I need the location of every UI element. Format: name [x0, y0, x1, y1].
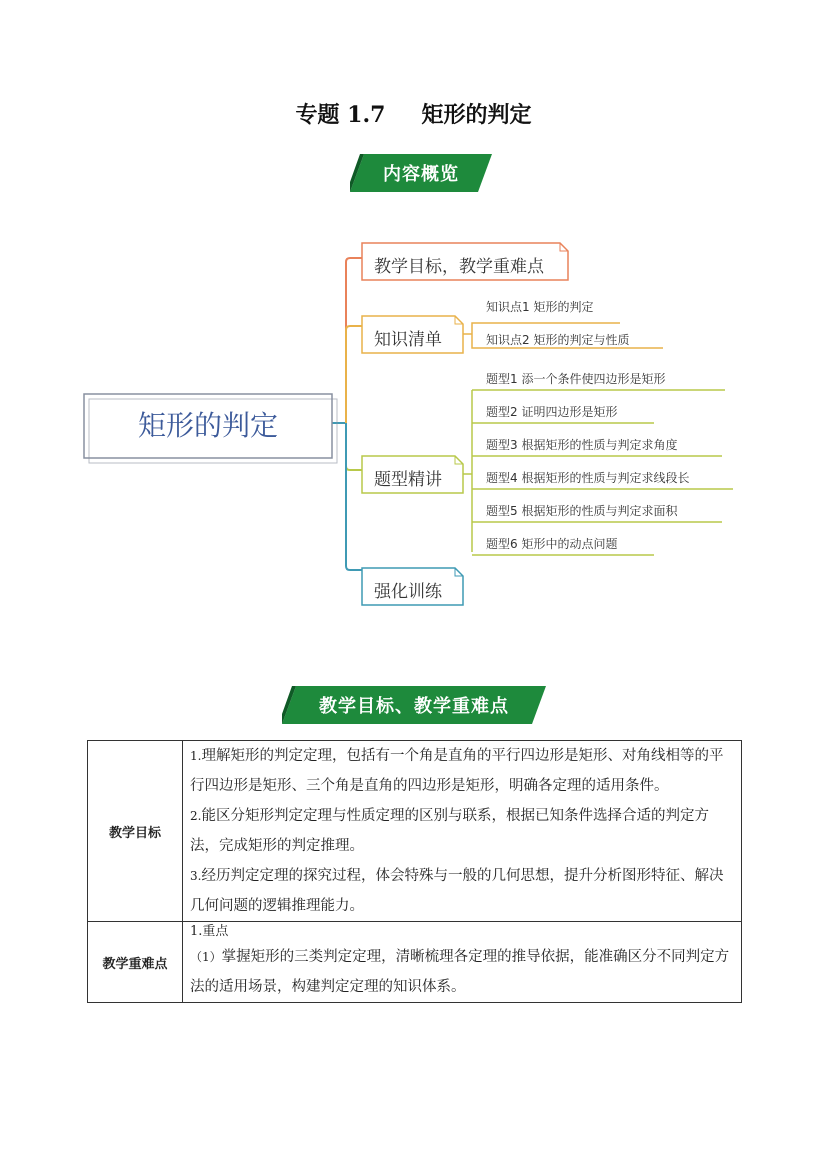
goal-item-1	[190, 741, 735, 801]
problem-leaf-3: 题型3 根据矩形的性质与判定求角度	[486, 438, 678, 452]
goal-num-1: 1.	[190, 749, 202, 763]
goal-text-3: 经历判定定理的探究过程，体会特殊与一般的几何思想，提升分析图形特征、解决几何问题的逻辑推理能力。	[190, 868, 724, 914]
mindmap-root: 矩形的判定	[138, 409, 279, 442]
keypoint-text-2: 掌握矩形的三类判定定理，清晰梳理各定理的推导依据，能准确区分不同判定方法的适用场景，构建判定定理的知识体系。	[190, 949, 730, 995]
goal-item-3	[190, 861, 735, 921]
row-head-goals: 教学目标	[88, 741, 183, 922]
table-row	[88, 741, 742, 922]
goal-text-1: 理解矩形的判定定理，包括有一个角是直角的平行四边形是矩形、对角线相等的平行四边形是矩形、三个角是直角的四边形是矩形，明确各定理的适用条件。	[190, 748, 724, 794]
branch-practice: 强化训练	[374, 582, 442, 602]
problem-leaf-2: 题型2 证明四边形是矩形	[486, 405, 618, 419]
topic-number: 专题 1.7	[295, 102, 386, 128]
table-row	[88, 922, 742, 1003]
teaching-table	[87, 740, 742, 1003]
branch-goals: 教学目标，教学重难点	[374, 257, 544, 277]
row-head-keypoints: 教学重难点	[88, 922, 183, 1003]
knowledge-leaf-2: 知识点2 矩形的判定与性质	[486, 333, 630, 347]
goal-text-2: 能区分矩形判定定理与性质定理的区别与联系，根据已知条件选择合适的判定方法，完成矩形的判定推理。	[190, 808, 709, 854]
problem-leaf-1: 题型1 添一个条件使四边形是矩形	[486, 372, 666, 386]
keypoint-num-2: （1）	[190, 950, 222, 964]
goals-content	[183, 741, 742, 922]
goal-item-2	[190, 801, 735, 861]
topic-name: 矩形的判定	[421, 102, 532, 128]
keypoint-text-1: 重点	[202, 924, 229, 939]
branch-problems: 题型精讲	[374, 470, 442, 490]
goal-num-2: 2.	[190, 809, 202, 823]
keypoint-line-1	[190, 922, 735, 942]
keypoints-content	[183, 922, 742, 1003]
knowledge-leaf-1: 知识点1 矩形的判定	[486, 300, 594, 314]
problem-leaf-6: 题型6 矩形中的动点问题	[486, 537, 618, 551]
goals-banner	[282, 684, 546, 726]
keypoint-num-1: 1.	[190, 924, 203, 939]
goal-num-3: 3.	[190, 869, 202, 883]
keypoint-line-2	[190, 942, 735, 1002]
problem-leaf-4: 题型4 根据矩形的性质与判定求线段长	[486, 471, 690, 485]
overview-banner-label: 内容概览	[383, 164, 459, 185]
problem-leaf-5: 题型5 根据矩形的性质与判定求面积	[486, 504, 678, 518]
branch-knowledge: 知识清单	[374, 330, 442, 350]
goals-banner-label: 教学目标、教学重难点	[319, 696, 509, 717]
